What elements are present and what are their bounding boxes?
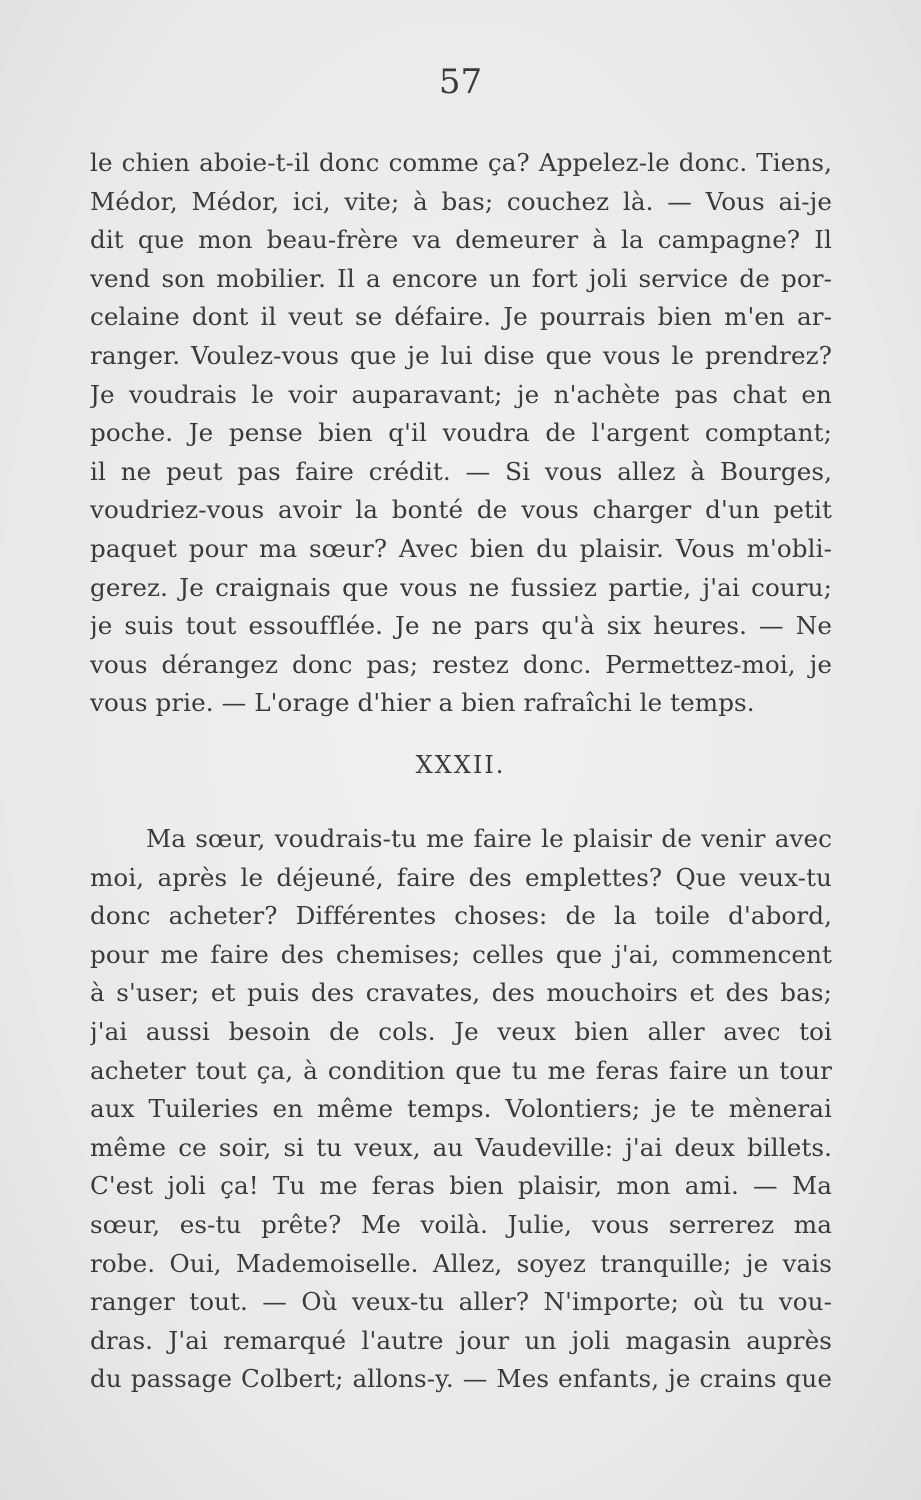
text-line: moi, après le déjeuné, faire des emplettes? Que veux-tu (90, 862, 832, 892)
text-line: ranger. Voulez-vous que je lui dise que vous le prendrez? (90, 340, 832, 370)
text-line: même ce soir, si tu veux, au Vaudeville: j'ai deux billets. (90, 1132, 832, 1162)
text-line: Je voudrais le voir auparavant; je n'achète pas chat en (90, 379, 832, 409)
text-line: j'ai aussi besoin de cols. Je veux bien aller avec toi (90, 1016, 832, 1046)
text-line: poche. Je pense bien q'il voudra de l'argent comptant; (90, 418, 832, 448)
text-line: il ne peut pas faire crédit. — Si vous allez à Bourges, (90, 456, 832, 486)
text-line: C'est joli ça! Tu me feras bien plaisir, mon ami. — Ma (90, 1171, 832, 1201)
text-line: donc acheter? Différentes choses: de la toile d'abord, (90, 901, 832, 931)
text-line: vous dérangez donc pas; restez donc. Permettez-moi, je (90, 649, 832, 679)
text-line: aux Tuileries en même temps. Volontiers; je te mènerai (90, 1094, 832, 1124)
text-line: vend son mobilier. Il a encore un fort joli service de por- (90, 263, 832, 293)
text-line: Ma sœur, voudrais-tu me faire le plaisir de venir avec (146, 824, 832, 853)
text-line: gerez. Je craignais que vous ne fussiez partie, j'ai couru; (90, 572, 832, 602)
text-line: ranger tout. — Où veux-tu aller? N'importe; où tu vou- (90, 1287, 832, 1317)
paragraph-1 (90, 144, 832, 723)
text-line: vous prie. — L'orage d'hier a bien rafraîchi le temps. (90, 688, 755, 718)
text-line: paquet pour ma sœur? Avec bien du plaisir. Vous m'obli- (90, 533, 832, 563)
text-line: celaine dont il veut se défaire. Je pourrais bien m'en ar- (90, 302, 832, 332)
text-line: je suis tout essoufflée. Je ne pars qu'à six heures. — Ne (90, 611, 832, 641)
text-line: dit que mon beau-frère va demeurer à la campagne? Il (90, 225, 832, 255)
text-line: à s'user; et puis des cravates, des mouchoirs et des bas; (90, 978, 832, 1008)
text-line: Médor, Médor, ici, vite; à bas; couchez là. — Vous ai-je (90, 186, 832, 216)
text-line: du passage Colbert; allons-y. — Mes enfants, je crains que (90, 1364, 832, 1394)
text-line: robe. Oui, Mademoiselle. Allez, soyez tranquille; je vais (90, 1248, 832, 1278)
text-line: pour me faire des chemises; celles que j'ai, commencent (90, 939, 832, 969)
text-line: voudriez-vous avoir la bonté de vous charger d'un petit (90, 495, 832, 525)
text-line: acheter tout ça, à condition que tu me feras faire un tour (90, 1055, 832, 1085)
text-line: sœur, es-tu prête? Me voilà. Julie, vous serrerez ma (90, 1209, 832, 1239)
text-line: le chien aboie-t-il donc comme ça? Appelez-le donc. Tiens, (90, 148, 832, 177)
page-number: 57 (438, 62, 483, 102)
text-line: dras. J'ai remarqué l'autre jour un joli magasin auprès (90, 1325, 832, 1355)
paragraph-2 (90, 820, 832, 1399)
section-heading: XXXII. (415, 751, 506, 779)
